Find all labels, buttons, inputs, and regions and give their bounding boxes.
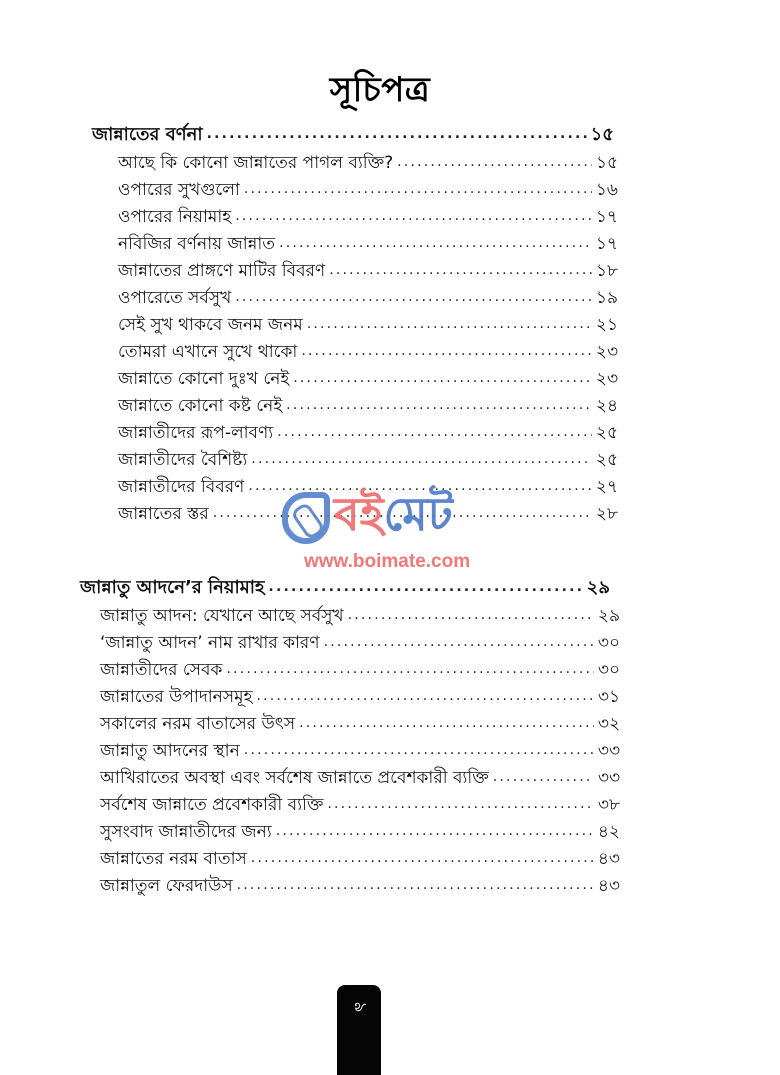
toc-item-page: ২৯: [597, 606, 620, 626]
toc-item[interactable]: [100, 792, 620, 818]
watermark-logo-part1: বই: [334, 487, 384, 541]
toc-section-heading[interactable]: [80, 575, 610, 601]
toc-item[interactable]: [118, 285, 618, 311]
toc-item[interactable]: [100, 765, 620, 791]
dot-leader: [277, 419, 592, 445]
toc-item-page: ২৪: [595, 396, 618, 416]
dot-leader: [207, 121, 587, 147]
dot-leader: [237, 872, 594, 898]
dot-leader: [268, 574, 582, 600]
dot-leader: [276, 818, 594, 844]
toc-item-label: ওপারেতে সর্বসুখ: [118, 288, 232, 308]
toc-item-label: সেই সুখ থাকবে জনম জনম: [118, 315, 303, 335]
dot-leader: [329, 257, 592, 283]
toc-item-label: জান্নাতের স্তর: [118, 504, 209, 524]
page-title: সূচিপত্র: [329, 70, 431, 110]
toc-item[interactable]: [100, 603, 620, 629]
dot-leader: [213, 500, 592, 526]
toc-item-page: ৩৩: [597, 768, 620, 788]
toc-item[interactable]: [100, 657, 620, 683]
toc-item[interactable]: [100, 846, 620, 872]
toc-item-label: জান্নাতের উপাদানসমূহ: [100, 687, 253, 707]
dot-leader: [307, 311, 592, 337]
toc-item[interactable]: [118, 231, 618, 257]
toc-item-page: ৩৩: [597, 741, 620, 761]
dot-leader: [348, 602, 594, 628]
toc-item[interactable]: [118, 204, 618, 230]
toc-item-label: জান্নাতীদের রূপ-লাবণ্য: [118, 423, 274, 443]
toc-item[interactable]: [100, 873, 620, 899]
toc-item-label: সকালের নরম বাতাসের উৎস: [100, 714, 296, 734]
toc-item-page: ১৭: [595, 234, 618, 254]
toc-item-page: ২৩: [595, 369, 618, 389]
toc-item-label: জান্নাতের নরম বাতাস: [100, 849, 247, 869]
toc-item-page: ৩০: [597, 660, 620, 680]
toc-item[interactable]: [100, 630, 620, 656]
dot-leader: [235, 203, 592, 229]
toc-item-page: ৩২: [597, 714, 620, 734]
toc-item[interactable]: [118, 312, 618, 338]
toc-item-page: ১৮: [595, 261, 618, 281]
toc-item-label: সর্বশেষ জান্নাতে প্রবেশকারী ব্যক্তি: [100, 795, 324, 815]
toc-item[interactable]: [118, 366, 618, 392]
dot-leader: [397, 149, 592, 175]
toc-item-label: জান্নাতু আদনের স্থান: [100, 741, 240, 761]
watermark-logo-part2: মেট: [383, 487, 453, 541]
toc-heading-page: ২৯: [586, 577, 610, 598]
toc-item-label: সুসংবাদ জান্নাতীদের জন্য: [100, 822, 272, 842]
dot-leader: [248, 473, 592, 499]
toc-item-page: ২৭: [595, 477, 618, 497]
toc-item-label: জান্নাতু আদন: যেখানে আছে সর্বসুখ: [100, 606, 344, 626]
dot-leader: [293, 365, 592, 391]
toc-item-label: ‘জান্নাতু আদন’ নাম রাখার কারণ: [100, 633, 320, 653]
toc-item[interactable]: [100, 819, 620, 845]
toc-item-label: তোমরা এখানে সুখে থাকো: [118, 342, 298, 362]
dot-leader: [244, 176, 592, 202]
dot-leader: [244, 737, 594, 763]
toc-item-page: ২৩: [595, 342, 618, 362]
toc-item-label: আছে কি কোনো জান্নাতের পাগল ব্যক্তি?: [118, 153, 394, 173]
dot-leader: [226, 656, 593, 682]
toc-item[interactable]: [118, 474, 618, 500]
toc-item-label: ওপারের সুখগুলো: [118, 180, 240, 200]
toc-item[interactable]: [118, 258, 618, 284]
toc-item[interactable]: [118, 177, 618, 203]
toc-item-page: ১৫: [595, 153, 618, 173]
toc-section-heading[interactable]: [92, 122, 614, 148]
toc-item-page: ৩০: [597, 633, 620, 653]
toc-item[interactable]: [118, 339, 618, 365]
page-number: ৯: [350, 1001, 370, 1013]
watermark-url: www.boimate.com: [304, 551, 471, 572]
toc-item-page: ৪৩: [597, 849, 620, 869]
toc-item-label: জান্নাতুল ফেরদাউস: [100, 876, 233, 896]
toc-item-label: জান্নাতের প্রাঙ্গণে মাটির বিবরণ: [118, 261, 326, 281]
dot-leader: [301, 338, 592, 364]
toc-item-label: জান্নাতে কোনো দুঃখ নেই: [118, 369, 290, 389]
toc-item-page: ১৬: [595, 180, 618, 200]
toc-item-label: নবিজির বর্ণনায় জান্নাত: [118, 234, 276, 254]
toc-item[interactable]: [100, 684, 620, 710]
dot-leader: [493, 764, 594, 790]
toc-item-page: ৩১: [597, 687, 620, 707]
dot-leader: [327, 791, 594, 817]
toc-item[interactable]: [118, 150, 618, 176]
toc-item-page: ২৫: [595, 423, 618, 443]
page-number-tab: [337, 985, 381, 1075]
toc-item[interactable]: [118, 501, 618, 527]
toc-item[interactable]: [100, 711, 620, 737]
toc-item-page: ৪২: [597, 822, 620, 842]
toc-item-page: ২৫: [595, 450, 618, 470]
toc-item[interactable]: [118, 393, 618, 419]
dot-leader: [235, 284, 592, 310]
toc-item-label: জান্নাতীদের সেবক: [100, 660, 223, 680]
toc-item-label: আখিরাতের অবস্থা এবং সর্বশেষ জান্নাতে প্রবেশকারী ব্যক্তি: [100, 768, 489, 788]
dot-leader: [256, 683, 593, 709]
toc-item-page: ২৮: [595, 504, 618, 524]
toc-item-page: ৩৮: [597, 795, 620, 815]
toc-item-label: জান্নাতীদের বৈশিষ্ট্য: [118, 450, 248, 470]
dot-leader: [324, 629, 594, 655]
toc-item-page: ১৯: [595, 288, 618, 308]
dot-leader: [251, 446, 592, 472]
toc-item-label: জান্নাতীদের বিবরণ: [118, 477, 245, 497]
toc-item-label: ওপারের নিয়ামাহ: [118, 207, 232, 227]
toc-heading-label: জান্নাতু আদনে’র নিয়ামাহ: [80, 577, 265, 598]
dot-leader: [279, 230, 592, 256]
toc-item-page: ১৭: [595, 207, 618, 227]
dot-leader: [286, 392, 592, 418]
toc-item-page: ৪৩: [597, 876, 620, 896]
toc-item[interactable]: [118, 420, 618, 446]
dot-leader: [299, 710, 594, 736]
toc-heading-label: জান্নাতের বর্ণনা: [92, 124, 203, 145]
toc-item[interactable]: [118, 447, 618, 473]
toc-item-page: ২১: [595, 315, 618, 335]
toc-heading-page: ১৫: [590, 124, 614, 145]
dot-leader: [251, 845, 594, 871]
toc-item[interactable]: [100, 738, 620, 764]
toc-item-label: জান্নাতে কোনো কষ্ট নেই: [118, 396, 283, 416]
